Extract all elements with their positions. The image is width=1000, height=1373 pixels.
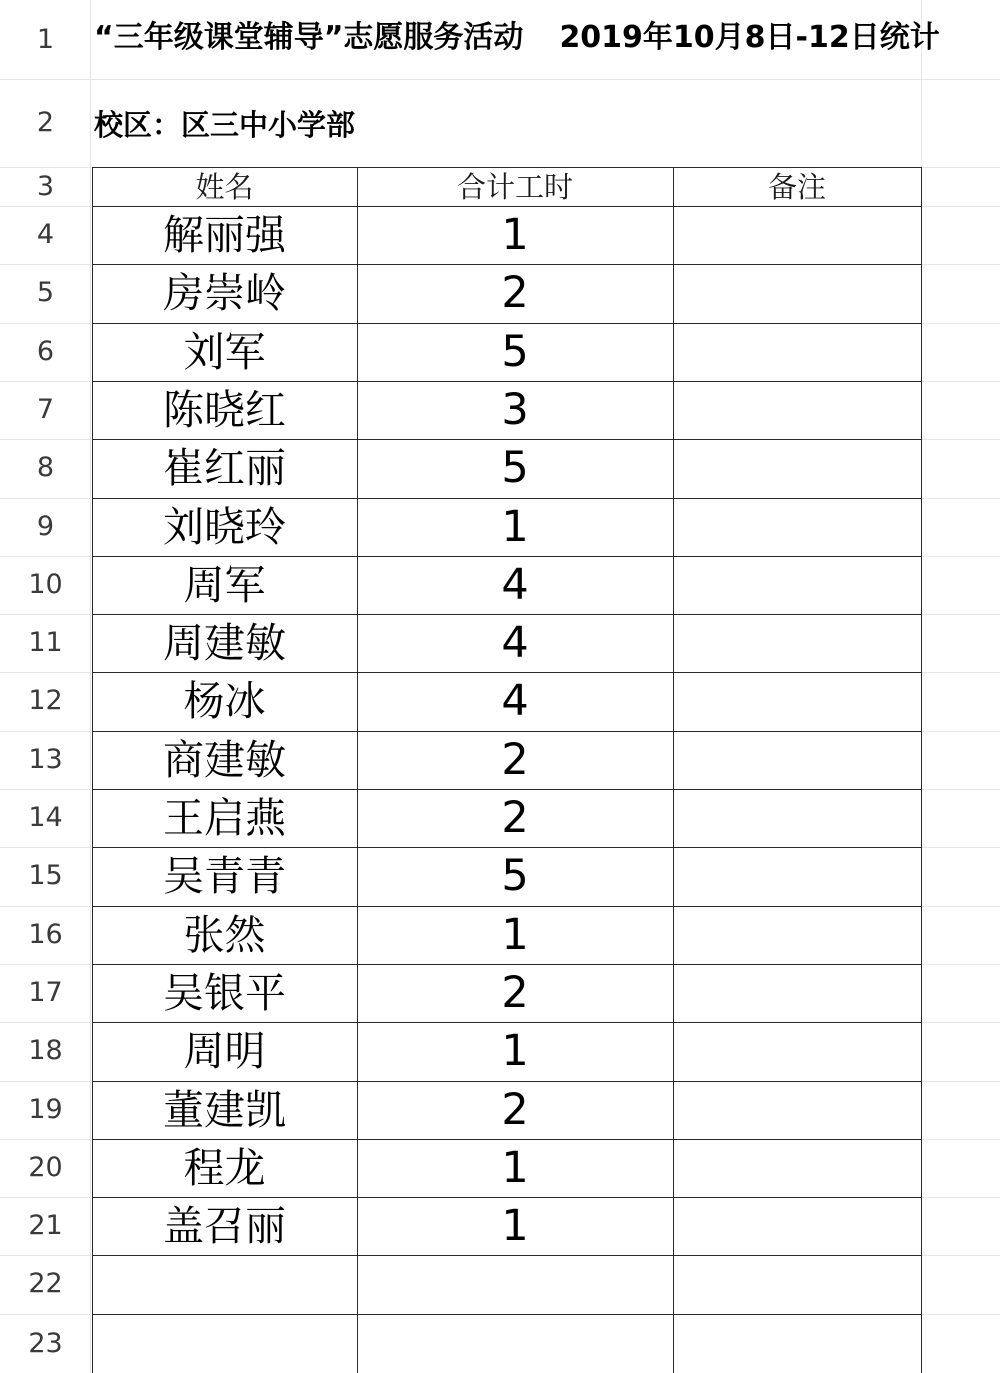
name-cell[interactable]: 张然: [183, 910, 266, 959]
row-number[interactable]: 18: [28, 1035, 63, 1067]
notes-cell[interactable]: [673, 1081, 921, 1139]
name-cell[interactable]: 周明: [183, 1027, 266, 1076]
row-number[interactable]: 15: [28, 860, 63, 892]
notes-cell[interactable]: [673, 1197, 921, 1255]
name-cell[interactable]: 盖召丽: [163, 1202, 286, 1251]
hours-cell[interactable]: 1: [501, 1201, 529, 1252]
hours-cell[interactable]: 1: [501, 909, 529, 960]
header-hours-cell[interactable]: 合计工时: [456, 170, 573, 204]
hours-cell[interactable]: 5: [501, 326, 529, 377]
row-number[interactable]: 5: [36, 277, 55, 309]
name-cell[interactable]: 陈晓红: [163, 385, 286, 434]
sheet-row-line: [0, 79, 1000, 80]
hours-cell[interactable]: 1: [501, 210, 529, 260]
notes-cell[interactable]: [673, 264, 921, 322]
hours-cell[interactable]: 1: [501, 501, 529, 552]
notes-cell[interactable]: [673, 906, 921, 964]
row-number[interactable]: 22: [28, 1268, 63, 1300]
row-number[interactable]: 12: [28, 685, 63, 717]
hours-cell[interactable]: 1: [501, 1142, 529, 1193]
row-number[interactable]: 23: [28, 1327, 63, 1359]
notes-cell[interactable]: [673, 1022, 921, 1080]
row-number[interactable]: 3: [36, 171, 55, 202]
name-cell[interactable]: 程龙: [183, 1143, 266, 1192]
name-cell[interactable]: [92, 1314, 357, 1373]
row-number[interactable]: 7: [36, 393, 55, 425]
header-name-cell[interactable]: 姓名: [195, 170, 254, 204]
notes-cell[interactable]: [673, 381, 921, 439]
hours-cell[interactable]: [357, 1314, 673, 1373]
notes-cell[interactable]: [673, 323, 921, 381]
notes-cell[interactable]: [673, 614, 921, 672]
hours-cell[interactable]: 2: [501, 967, 529, 1018]
header-notes-cell[interactable]: 备注: [767, 170, 826, 204]
hours-cell[interactable]: 4: [501, 618, 529, 669]
notes-cell[interactable]: [673, 672, 921, 730]
hours-cell[interactable]: [357, 1255, 673, 1313]
notes-cell[interactable]: [673, 1255, 921, 1313]
name-cell[interactable]: 周军: [183, 560, 266, 609]
name-cell[interactable]: 吴银平: [163, 968, 286, 1017]
name-cell[interactable]: 刘晓玲: [163, 502, 286, 551]
campus-cell[interactable]: 校区：区三中小学部: [94, 108, 356, 142]
notes-cell[interactable]: [673, 847, 921, 905]
row-number[interactable]: 13: [28, 743, 63, 775]
row-number[interactable]: 21: [28, 1210, 63, 1242]
notes-cell[interactable]: [673, 789, 921, 847]
row-number[interactable]: 16: [28, 918, 63, 950]
name-cell[interactable]: 解丽强: [163, 211, 286, 259]
name-cell[interactable]: 吴青青: [163, 852, 286, 901]
name-cell[interactable]: 崔红丽: [163, 444, 286, 493]
hours-cell[interactable]: 1: [501, 1026, 529, 1077]
name-cell[interactable]: 杨冰: [183, 677, 266, 726]
row-number[interactable]: 2: [36, 107, 55, 138]
name-cell[interactable]: 商建敏: [163, 735, 286, 784]
row-number[interactable]: 14: [28, 802, 63, 833]
name-cell[interactable]: 房崇岭: [163, 269, 286, 318]
notes-cell[interactable]: [673, 206, 921, 264]
name-cell[interactable]: 董建凯: [163, 1085, 286, 1134]
hours-cell[interactable]: 2: [501, 268, 529, 319]
row-number[interactable]: 8: [36, 452, 55, 484]
hours-cell[interactable]: 4: [501, 676, 529, 727]
hours-cell[interactable]: 4: [501, 559, 529, 610]
row-number[interactable]: 11: [28, 627, 63, 659]
notes-cell[interactable]: [673, 439, 921, 497]
row-number[interactable]: 1: [36, 24, 55, 55]
hours-cell[interactable]: 2: [501, 1084, 529, 1135]
hours-cell[interactable]: 5: [501, 443, 529, 494]
notes-cell[interactable]: [673, 1139, 921, 1197]
row-number[interactable]: 17: [28, 976, 63, 1008]
sheet-title-cell[interactable]: [94, 12, 940, 56]
name-cell[interactable]: [92, 1255, 357, 1313]
hours-cell[interactable]: 2: [501, 734, 529, 785]
notes-cell[interactable]: [673, 498, 921, 556]
date-range-label: 2019年10月8日-12日统计: [559, 20, 940, 55]
row-number[interactable]: 9: [36, 510, 55, 542]
row-number[interactable]: 10: [28, 568, 63, 600]
row-number[interactable]: 20: [28, 1151, 63, 1183]
notes-cell[interactable]: [673, 1314, 921, 1373]
name-cell[interactable]: 刘军: [183, 327, 266, 376]
hours-cell[interactable]: 2: [501, 793, 529, 843]
hours-cell[interactable]: 5: [501, 851, 529, 902]
name-cell[interactable]: 王启燕: [163, 794, 286, 842]
table-column-border: [921, 167, 922, 1373]
row-number[interactable]: 19: [28, 1093, 63, 1125]
hours-cell[interactable]: 3: [501, 384, 529, 435]
notes-cell[interactable]: [673, 964, 921, 1022]
activity-title: “三年级课堂辅导”志愿服务活动: [94, 20, 524, 55]
name-cell[interactable]: 周建敏: [163, 619, 286, 668]
notes-cell[interactable]: [673, 731, 921, 789]
row-number[interactable]: 4: [36, 219, 55, 250]
row-number[interactable]: 6: [36, 335, 55, 367]
notes-cell[interactable]: [673, 556, 921, 614]
